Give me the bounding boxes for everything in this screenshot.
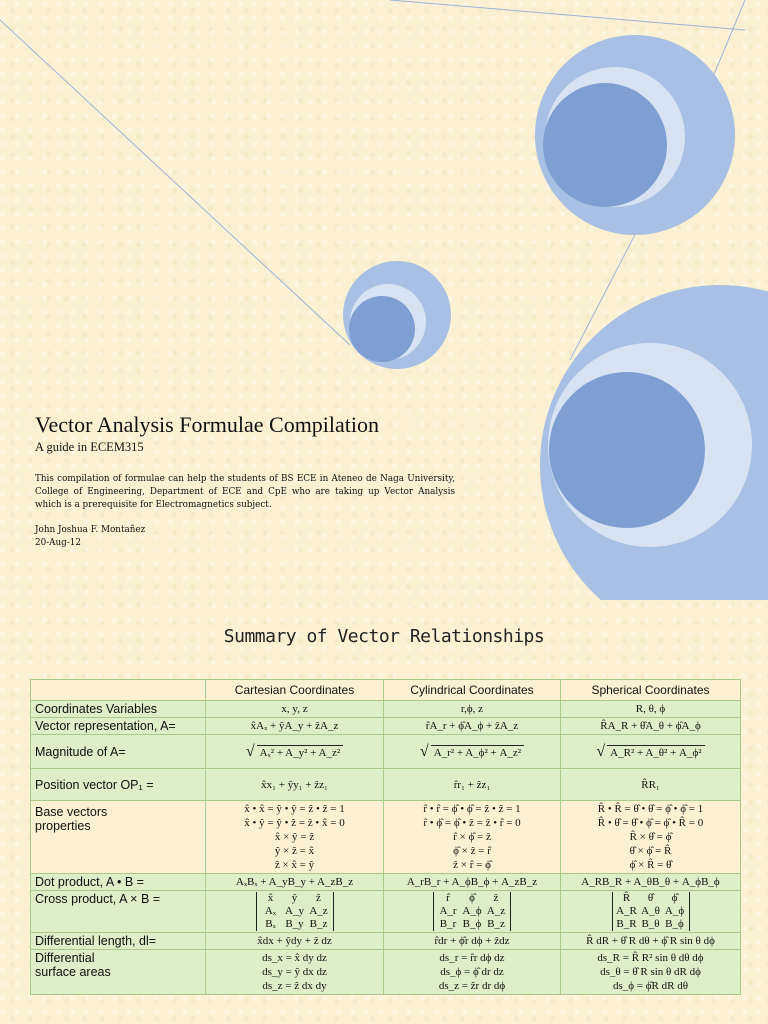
cell-cartesian — [206, 891, 384, 933]
cell-spherical: A_RB_R + A_θB_θ + A_ϕB_ϕ — [561, 874, 741, 891]
formula-line: ϕ̂ × ẑ = r̂ — [453, 845, 491, 857]
formula-line: ds_z = ẑ dx dy — [262, 980, 327, 992]
formula-line: r̂ • r̂ = ϕ̂ • ϕ̂ = ẑ • ẑ = 1 — [423, 803, 521, 815]
bottom-right-circle-inner — [549, 372, 705, 528]
matrix-entry: r̂ — [446, 892, 450, 904]
cell-cylindrical: r̂dr + ϕ̂r dϕ + ẑdz — [384, 933, 561, 950]
determinant — [612, 892, 690, 931]
matrix-entry: Bₓ — [265, 918, 276, 930]
matrix-entry: B_θ — [641, 918, 660, 930]
row-label: Cross product, A × B = — [31, 891, 206, 933]
decorative-line — [0, 20, 350, 345]
decorative-line — [390, 0, 745, 30]
matrix-entry: ϕ̂ — [671, 892, 678, 904]
cell-spherical: R̂A_R + θ̂A_θ + ϕ̂A_ϕ — [561, 718, 741, 735]
cell-spherical: R̂R₁ — [561, 769, 741, 801]
formula-line: x̂ • ŷ = ŷ • ẑ = ẑ • x̂ = 0 — [244, 817, 345, 829]
matrix-entry: A_R — [616, 905, 637, 917]
cover-block — [35, 412, 505, 550]
matrix-entry: B_y — [285, 918, 304, 930]
formula-line: ds_z = ẑr dr dϕ — [438, 980, 506, 992]
cell-cartesian: x̂x₁ + ŷy₁ + ẑz₁ — [206, 769, 384, 801]
matrix-entry: B_z — [309, 918, 328, 930]
matrix-entry: A_ϕ — [462, 905, 482, 917]
row-label-line: properties — [35, 819, 91, 833]
cell-cylindrical: r̂r₁ + ẑz₁ — [384, 769, 561, 801]
table-row — [31, 701, 741, 718]
matrix-entry: A_ϕ — [664, 905, 685, 917]
sqrt-symbol: √ — [245, 742, 255, 760]
cell-cylindrical: r̂A_r + ϕ̂A_ϕ + ẑA_z — [384, 718, 561, 735]
cell-spherical: R̂ dR + θ̂ R dθ + ϕ̂ R sin θ dϕ — [561, 933, 741, 950]
cell-spherical — [561, 801, 741, 874]
author-block — [35, 524, 505, 550]
cell-spherical — [561, 891, 741, 933]
row-label: Coordinates Variables — [31, 701, 206, 718]
table-row — [31, 718, 741, 735]
row-label-line: surface areas — [35, 965, 111, 979]
formula-line: ds_x = x̂ dy dz — [262, 952, 327, 964]
cell-cartesian — [206, 735, 384, 769]
matrix-entry: B_z — [487, 918, 505, 930]
row-label: Dot product, A • B = — [31, 874, 206, 891]
cell-cartesian — [206, 950, 384, 995]
formula-line: R̂ • R̂ = θ̂ • θ̂ = ϕ̂ • ϕ̂ = 1 — [597, 803, 704, 815]
determinant — [433, 892, 511, 931]
formula-line: ŷ × ẑ = x̂ — [274, 845, 315, 857]
cell-cartesian — [206, 801, 384, 874]
cell-cylindrical: A_rB_r + A_ϕB_ϕ + A_zB_z — [384, 874, 561, 891]
row-label-line: Differential — [35, 951, 95, 965]
table-header-cylindrical: Cylindrical Coordinates — [384, 680, 561, 701]
matrix-entry: ẑ — [316, 892, 321, 904]
formula-line: ds_r = r̂r dϕ dz — [439, 952, 505, 964]
formula-line: ds_ϕ = ϕ̂R dR dθ — [612, 980, 688, 992]
matrix-entry: ŷ — [291, 892, 298, 904]
matrix-entry: A_y — [285, 905, 304, 917]
cell-cylindrical — [384, 735, 561, 769]
formula-line: x̂ × ŷ = ẑ — [274, 831, 315, 843]
row-label — [31, 950, 206, 995]
row-label: Magnitude of A= — [31, 735, 206, 769]
formula-line: θ̂ × ϕ̂ = R̂ — [629, 845, 672, 857]
matrix-entry: θ̂ — [647, 892, 654, 904]
sqrt-symbol: √ — [419, 742, 429, 760]
author-name: John Joshua F. Montañez — [35, 525, 146, 535]
matrix-entry: A_θ — [641, 905, 660, 917]
cell-cylindrical — [384, 801, 561, 874]
formula-line: x̂ • x̂ = ŷ • ŷ = ẑ • ẑ = 1 — [244, 803, 345, 815]
cell-cylindrical: r,ϕ, z — [384, 701, 561, 718]
matrix-entry: B_R — [616, 918, 637, 930]
formula-line: ϕ̂ × R̂ = θ̂ — [629, 859, 672, 871]
matrix-entry: B_ϕ — [665, 918, 684, 930]
formula-line: R̂ • θ̂ = θ̂ • ϕ̂ = ϕ̂ • R̂ = 0 — [597, 817, 704, 829]
formula-line: R̂ × θ̂ = ϕ̂ — [629, 831, 672, 843]
cell-cartesian: x̂dx + ŷdy + ẑ dz — [206, 933, 384, 950]
document-date: 20-Aug-12 — [35, 538, 81, 548]
matrix-entry: Aₓ — [264, 905, 277, 917]
top-right-circle-inner — [543, 83, 667, 207]
table-row — [31, 801, 741, 874]
matrix-entry: x̂ — [267, 892, 274, 904]
document-subtitle: A guide in ECEM315 — [35, 440, 144, 454]
sqrt-symbol: √ — [596, 742, 606, 760]
cell-cylindrical — [384, 950, 561, 995]
formula-line: ds_R = R̂ R² sin θ dθ dϕ — [597, 952, 704, 964]
matrix-entry: ϕ̂ — [469, 892, 475, 904]
row-label — [31, 801, 206, 874]
matrix-entry: R̂ — [622, 892, 631, 904]
row-label: Differential length, dl= — [31, 933, 206, 950]
formula-line: r̂ × ϕ̂ = ẑ — [453, 831, 491, 843]
table-row — [31, 874, 741, 891]
formula-line: ds_θ = θ̂ R sin θ dR dϕ — [600, 966, 701, 978]
cell-spherical — [561, 735, 741, 769]
cell-cartesian: AₓBₓ + A_yB_y + A_zB_z — [206, 874, 384, 891]
table-row — [31, 950, 741, 995]
table-row — [31, 933, 741, 950]
table-row — [31, 769, 741, 801]
table-header-cartesian: Cartesian Coordinates — [206, 680, 384, 701]
matrix-entry: A_r — [439, 905, 457, 917]
cell-spherical: R, θ, ϕ — [561, 701, 741, 718]
cell-spherical — [561, 950, 741, 995]
vector-relationships-table — [30, 679, 741, 995]
radicand: A_r² + A_ϕ² + A_z² — [431, 745, 524, 759]
formula-line: ẑ × r̂ = ϕ̂ — [453, 859, 491, 871]
document-title: Vector Analysis Formulae Compilation — [35, 412, 380, 437]
row-label-line: Base vectors — [35, 805, 108, 819]
table-header-spherical: Spherical Coordinates — [561, 680, 741, 701]
table-header-row — [31, 680, 741, 701]
cell-cartesian: x̂Aₓ + ŷA_y + ẑA_z — [206, 718, 384, 735]
cell-cylindrical — [384, 891, 561, 933]
formula-line: r̂ • ϕ̂ = ϕ̂ • ẑ = ẑ • r̂ = 0 — [423, 817, 521, 829]
cell-cartesian: x, y, z — [206, 701, 384, 718]
table-row — [31, 735, 741, 769]
formula-line: ẑ × x̂ = ŷ — [274, 859, 315, 871]
matrix-entry: B_r — [439, 918, 457, 930]
formula-line: ds_y = ŷ dx dz — [262, 966, 327, 978]
radicand: Aₓ² + A_y² + A_z² — [257, 745, 344, 759]
matrix-entry: A_z — [309, 905, 328, 917]
document-description: This compilation of formulae can help the students of BS ECE in Ateneo de Naga University, College of Engineering, Department of ECE and CpE who are taking up Vector Analysis which is a prerequisite for Electromagnetics subject. — [35, 474, 455, 510]
formula-line: ds_ϕ = ϕ̂ dr dz — [440, 966, 504, 978]
radicand: A_R² + A_θ² + A_ϕ² — [607, 745, 704, 759]
table-header-empty — [31, 680, 206, 701]
matrix-entry: ẑ — [493, 892, 499, 904]
determinant — [256, 892, 334, 931]
row-label: Position vector OP₁ = — [31, 769, 206, 801]
matrix-entry: A_z — [486, 905, 506, 917]
summary-title: Summary of Vector Relationships — [223, 626, 545, 647]
row-label: Vector representation, A= — [31, 718, 206, 735]
middle-circle-inner — [349, 296, 415, 362]
table-row — [31, 891, 741, 933]
matrix-entry: B_ϕ — [462, 918, 482, 930]
